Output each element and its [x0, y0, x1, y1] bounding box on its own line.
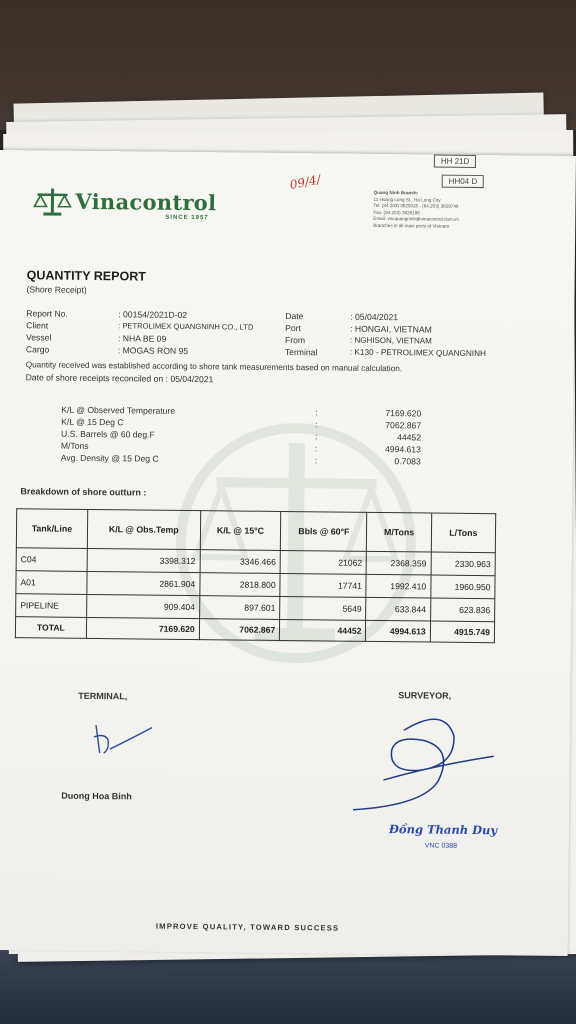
breakdown-title: Breakdown of shore outturn : [20, 486, 147, 498]
cargo-label: Cargo [25, 344, 50, 355]
date-label: Date [285, 310, 304, 322]
terminal-signature [90, 719, 160, 760]
table-header-row [16, 509, 495, 553]
table-cell: 2368.359 [367, 551, 431, 575]
table-cell: 623.836 [430, 598, 495, 622]
table-header: K/L @ Obs.Temp [87, 509, 200, 549]
footer-slogan: IMPROVE QUALITY, TOWARD SUCCESS [155, 921, 340, 933]
table-cell: 7169.620 [86, 617, 199, 639]
terminal-value: : K130 - PETROLIMEX QUANGNINH [349, 347, 486, 359]
table-cell: 633.844 [366, 597, 430, 621]
branch-info [373, 190, 543, 231]
table-header: M/Tons [367, 512, 432, 552]
table-cell: 3346.466 [200, 550, 281, 574]
from-label: From [284, 334, 306, 346]
terminal-signature-label: TERMINAL, [78, 690, 128, 702]
surveyor-signature [343, 710, 504, 822]
date-value: : 05/04/2021 [350, 311, 399, 323]
branch-fax: Fax: (84.203) 3826186 [373, 209, 420, 216]
summary-colon: : [314, 455, 318, 466]
stamp-box: HH04 D [442, 175, 485, 188]
surveyor-id: VNC 0388 [424, 842, 458, 850]
company-name: Vinacontrol [75, 188, 217, 216]
client-label: Client [26, 320, 49, 331]
summary-value: 0.7083 [394, 456, 421, 467]
summary-value: 7169.620 [385, 408, 422, 419]
table-cell: 17741 [280, 573, 367, 597]
summary-value: 44452 [397, 432, 422, 443]
table-cell: 909.404 [86, 594, 199, 618]
table-cell: TOTAL [15, 617, 86, 639]
summary-colon: : [314, 431, 318, 442]
vessel-label: Vessel [25, 332, 52, 343]
cargo-value: : MOGAS RON 95 [117, 345, 189, 356]
table-cell: 7062.867 [199, 619, 280, 641]
scale-logo-icon [32, 185, 72, 219]
summary-colon: : [314, 443, 318, 454]
report-no-label: Report No. [26, 308, 68, 319]
branch-tel: Tel: (84.203) 3625028 - (84.203) 3629749 [373, 203, 459, 209]
surveyor-signer-name: Đồng Thanh Duy [388, 822, 498, 838]
summary-colon: : [315, 407, 318, 418]
summary-label: Avg. Density @ 15 Deg C [60, 452, 159, 464]
outturn-table [15, 508, 496, 643]
table-cell: A01 [16, 571, 87, 595]
table-header: K/L @ 15°C [200, 511, 281, 551]
report-subtitle: (Shore Receipt) [26, 284, 87, 295]
table-header: Bbls @ 60°F [281, 511, 368, 551]
statement-reconciled: Date of shore receipts reconciled on : 05/04/2021 [25, 372, 214, 385]
branch-title: Quang Ninh Branch: [373, 189, 419, 196]
branch-address: 11 Hoang Long St., Ha Long City [373, 196, 441, 203]
branch-list: Branches in all main ports of Vietnam [373, 222, 450, 229]
summary-label: K/L @ 15 Deg C [61, 416, 124, 428]
surveyor-signature-label: SURVEYOR, [398, 690, 452, 701]
client-value: : PETROLIMEX QUANGNINH CO., LTD [118, 321, 254, 332]
summary-value: 7062.867 [385, 420, 422, 431]
table-cell: 4915.749 [430, 621, 494, 643]
report-title: QUANTITY REPORT [26, 268, 146, 284]
company-since: SINCE 1957 [165, 214, 209, 222]
branch-email: Email: vncquangninh@vinacontrol.com.vn [373, 216, 459, 223]
terminal-label: Terminal [284, 346, 318, 358]
quantity-report-page [0, 150, 576, 956]
table-cell: 2818.800 [200, 573, 281, 597]
table-cell: 21062 [280, 550, 367, 574]
vessel-value: : NHA BE 09 [117, 333, 167, 344]
table-cell: 5649 [280, 596, 367, 620]
summary-label: K/L @ Observed Temperature [61, 404, 176, 416]
table-cell: 2861.904 [87, 571, 200, 595]
table-cell: 1960.950 [431, 575, 496, 599]
summary-colon: : [315, 419, 318, 430]
terminal-signer-name: Duong Hoa Binh [61, 790, 132, 802]
summary-value: 4994.613 [384, 444, 421, 455]
stamp-box: HH 21D [434, 155, 477, 168]
table-header: L/Tons [431, 513, 496, 553]
handwritten-note: 09/4/ [288, 172, 322, 193]
table-header: Tank/Line [16, 509, 87, 549]
summary-label: M/Tons [60, 440, 89, 451]
table-cell: 1992.410 [366, 574, 430, 598]
table-total-row [15, 617, 494, 643]
port-value: : HONGAI, VIETNAM [350, 323, 432, 335]
summary-label: U.S. Barrels @ 60 deg.F [60, 428, 155, 440]
table-cell: PIPELINE [16, 594, 87, 618]
table-cell: 4994.613 [366, 620, 430, 642]
port-label: Port [285, 322, 301, 334]
table-cell: C04 [16, 548, 87, 572]
table-cell: 897.601 [199, 596, 280, 620]
table-cell: 3398.312 [87, 548, 200, 572]
table-cell: 2330.963 [431, 552, 496, 576]
report-no-value: : 00154/2021D-02 [118, 309, 188, 320]
table-cell: 44452 [280, 619, 366, 641]
from-value: : NGHISON, VIETNAM [349, 335, 432, 346]
statement-calculation: Quantity received was established according to shore tank measurements based on manual calculation. [25, 360, 403, 374]
